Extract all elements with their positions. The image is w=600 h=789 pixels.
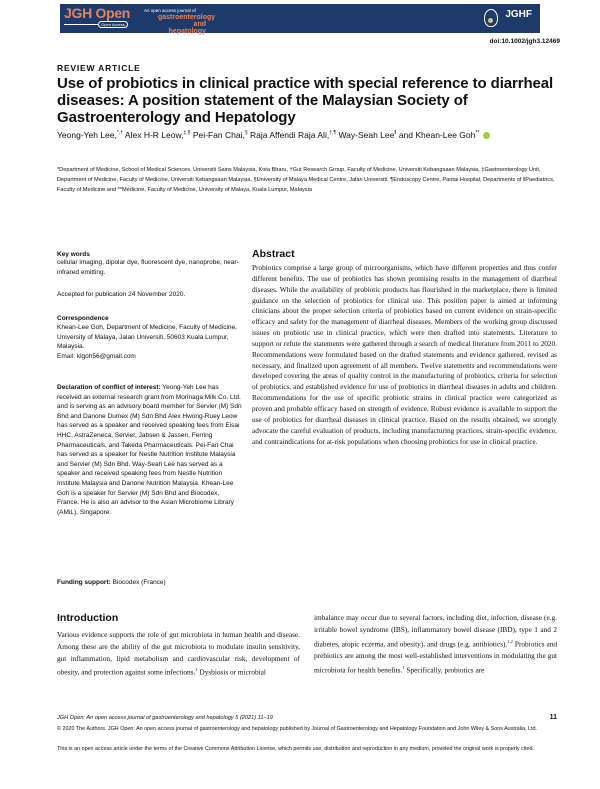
- author-affil-mark: §: [244, 130, 248, 136]
- open-access-badge: Open Access: [98, 21, 128, 28]
- keywords: cellular imaging, dipolar dye, fluorescent dye, nanoprobe, near-infrared emitting.: [57, 259, 239, 276]
- keywords-heading: Key words: [57, 251, 90, 258]
- author-affil-mark: ‡,§: [183, 130, 191, 136]
- intro-text: imbalance may occur due to several factors, including diet, infection, disease (e.g. irritable bowel syndrome (IBS), inflammatory bowel disease (IBD), type 1 and 2 diabetes, atopic eczema, and obesity), and drugs (e.g. antibiotics).: [314, 613, 557, 649]
- intro-text: Specifically, probiotics are: [404, 665, 485, 675]
- intro-text: Probiotics and prebiotics are among the most well-established interventions in modulating the gut microbiota for health benefits.: [314, 639, 557, 675]
- funding-heading: Funding support:: [57, 579, 111, 586]
- introduction-column-1: [57, 629, 300, 679]
- correspondence: [57, 323, 242, 361]
- article-type: REVIEW ARTICLE: [57, 63, 141, 73]
- journal-banner: [60, 4, 540, 33]
- doi-link[interactable]: doi:10.1002/jgh3.12469: [489, 38, 560, 45]
- author-affil-mark: *,†: [116, 130, 124, 136]
- author-name[interactable]: Yeong-Yeh Lee,: [57, 129, 117, 140]
- author-name[interactable]: Raja Affendi Raja Ali,: [249, 129, 330, 140]
- funding-support: [57, 578, 242, 588]
- accepted-date: Accepted for publication 24 November 2020.: [57, 291, 186, 298]
- abstract-heading: Abstract: [252, 248, 295, 260]
- copyright-notice: © 2020 The Authors. JGH Open: An open access journal of gastroenterology and hepatology published by Journal of Gastroenterology and Hepatology Foundation and John Wiley & Sons Australia, Ltd.: [57, 726, 538, 732]
- conflict-heading: Declaration of conflict of interest:: [57, 384, 161, 391]
- author-list: [57, 127, 527, 141]
- conflict-of-interest: [57, 383, 242, 517]
- author-affil-mark: ‖: [394, 130, 397, 136]
- footer-journal-citation: JGH Open: An open access journal of gastroenterology and hepatology 5 (2021) 11–19: [57, 715, 273, 721]
- author-affil-mark: †,¶: [329, 130, 337, 136]
- publisher-logo-subtext: [502, 21, 532, 25]
- author-name[interactable]: and Khean-Lee Goh: [398, 129, 476, 140]
- article-title: Use of probiotics in clinical practice with special reference to diarrheal diseases: A position statement of the Malaysian Society of Gastroenterology and Hepatology: [57, 75, 554, 126]
- page-number: 11: [549, 714, 557, 721]
- journal-tagline-small: An open access journal of: [144, 8, 196, 13]
- correspondence-email[interactable]: Email: klgoh56@gmail.com: [57, 352, 136, 360]
- license-notice: This is an open access article under the terms of the Creative Commons Attribution License, which permits use, distribution and reproduction in any medium, provided the original work is properly cited.: [57, 746, 535, 752]
- journal-logo: JGH Open: [64, 5, 131, 21]
- author-name[interactable]: Alex H-R Leow,: [124, 129, 184, 140]
- citation-link[interactable]: 1,2: [507, 638, 513, 644]
- abstract-text: Probiotics comprise a large group of microorganisms, which have different properties and thus confer different benefits. The use of probiotics has shown promising results in the management of diarrheal diseases. While the availability of probiotic products has flourished in the marketplace, there is limited guidance on the selection of probiotics for clinical use. This position paper is aimed at informing clinicians about the proper selection criteria of probiotics based on current evidence on strain-specific efficacy and safety for the management of diarrheal diseases. Members of the working group discussed issues on probiotic use in clinical practice, which were then drafted into statements. Literature to support or refute the statements were gathered through a search of medical literature from 2011 to 2020. Recommendations were formulated based on the drafted statements and evidence gathered, revised as necessary, and finalized upon agreement of all members. Twelve statements and recommendations were developed covering the areas of quality control in the manufacturing of probiotics, criteria for selection of probiotics, and established evidence for use of probiotics in diarrheal diseases in adults and children. Recommendations for the use of specific probiotic strains in clinical practice were categorized as proven and probable efficacy based on strength of evidence. Robust evidence is available to support the use of probiotics for diarrheal diseases in clinical practice. Based on the results obtained, we strongly advocate the careful evaluation of products, including manufacturing practices, strain-specific evidence, and contraindications for at-risk populations when choosing probiotics for use in clinical practice.: [252, 263, 557, 446]
- jghf-emblem-icon: [484, 9, 498, 27]
- author-name[interactable]: Pei-Fan Chai,: [192, 129, 245, 140]
- introduction-heading: Introduction: [57, 612, 119, 624]
- affiliations: *Department of Medicine, School of Medical Sciences, Universiti Sains Malaysia, Kota Bharu, †Gut Research Group, Faculty of Medicine, Universiti Kebangsaan Malaysia, ‡Gastroenterology Unit, Department of Medicine, Faculty of Medicine, Universiti Kebangsaan Malaysia, §University of Malaya Medical Centre, Jalan Universiti, ¶Endoscopy Centre, Pantai Hospital, Departments of ‖Paediatrics, Faculty of Medicine and **Medicine, Faculty of Medicine, University of Malaya, Kuala Lumpur, Malaysia: [57, 167, 555, 193]
- publisher-logo: JGHF: [505, 9, 532, 20]
- correspondence-heading: Correspondence: [57, 315, 109, 322]
- intro-text: Dysbiosis or microbial: [197, 667, 266, 677]
- orcid-icon[interactable]: [483, 132, 490, 139]
- journal-tagline-main: gastroenterology and hepatology: [158, 14, 216, 35]
- author-name[interactable]: Way-Seah Lee: [338, 129, 395, 140]
- citation-link[interactable]: 1: [195, 667, 198, 673]
- introduction-column-2: [314, 612, 557, 676]
- citation-link[interactable]: 1: [402, 664, 405, 670]
- logo-underline: [64, 24, 98, 25]
- author-affil-mark: **: [475, 130, 480, 136]
- correspondence-address: Khean-Lee Goh, Department of Medicine, Faculty of Medicine, University of Malaya, Jalan Universiti, 50603 Kuala Lumpur, Malaysia.: [57, 324, 237, 351]
- intro-text: Various evidence supports the role of gut microbiota in human health and disease. Among these are the ability of the gut microbiota to modulate insulin sensitivity, gut inflammation, lipid metabolism and cardiovascular risk, development of obesity, and protection against some infections.: [57, 630, 300, 677]
- conflict-text: Yeong-Yeh Lee has received an external research grant from Morinaga Milk Co. Ltd. and is serving as an advisory board member for Servier (M) Sdn Bhd and Danone Dumex (M) Sdn Bhd Alex Hwong-Ruey Leow has served as a speaker and received speaking fees from Eisai HHC, AstraZeneca, Servier, Jabsen & Jassen, Ferring Pharmaceuticals, and Takeda Pharmaceuticals. Pei-Fan Chai has served as a speaker for Nestle Nutrition Institute Malaysia and Servier (M) Sdn Bhd. Way-Seah Lee has served as a speaker and received speaking fees from Nestle Nutrition Institute Malaysia and Danone Nutrition Malaysia. Khean-Lee Goh is a speaker for Servier (M) Sdn Bhd and Biocodex, France. He is also an advisor to the Asian Microbiome Library (AMiL), Singapore.: [57, 384, 242, 516]
- funding-text: Biocodex (France): [110, 579, 166, 586]
